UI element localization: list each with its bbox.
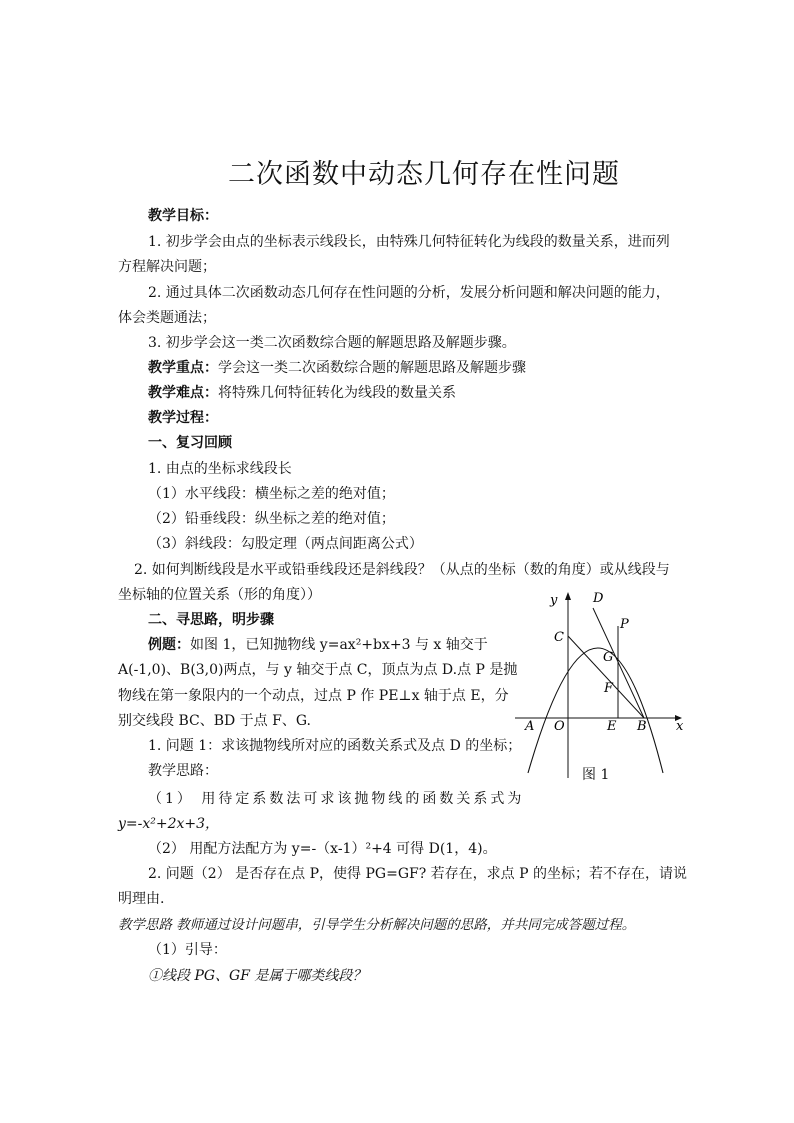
difficult-point-text: 将特殊几何特征转化为线段的数量关系 bbox=[218, 385, 456, 401]
question-1: 1. 问题 1：求该抛物线所对应的函数关系式及点 D 的坐标； bbox=[148, 738, 522, 754]
review-item-1b: （2）铅垂线段：纵坐标之差的绝对值； bbox=[148, 511, 395, 527]
segment-bc bbox=[568, 636, 644, 718]
idea-2: 教学思路 教师通过设计问题串，引导学生分析解决问题的思路，并共同完成答题过程。 bbox=[118, 917, 636, 933]
review-item-2-line-b: 坐标轴的位置关系（形的角度）） bbox=[118, 587, 321, 603]
solution-1-line-a: （1） 用待定系数法可求该抛物线的函数关系式为 bbox=[148, 791, 525, 807]
solution-1-line-b: y=-x²+2x+3， bbox=[118, 816, 220, 832]
goal-heading: 教学目标： bbox=[148, 208, 218, 224]
label-g: G bbox=[603, 650, 614, 665]
goal-1-line-b: 方程解决问题； bbox=[118, 259, 216, 275]
goal-2-line-b: 体会类题通法； bbox=[118, 310, 216, 326]
label-o: O bbox=[554, 719, 565, 734]
process-heading: 教学过程： bbox=[148, 410, 218, 426]
example-line-4: 别交线段 BC、BD 于点 F、G. bbox=[118, 713, 311, 729]
key-point-label: 教学重点： bbox=[148, 360, 218, 376]
label-x: x bbox=[676, 719, 684, 734]
label-a: A bbox=[525, 719, 535, 734]
label-y: y bbox=[550, 593, 558, 608]
guide-item-1: ①线段 PG、GF 是属于哪类线段？ bbox=[148, 968, 367, 984]
find-heading: 二、寻思路，明步骤 bbox=[148, 612, 274, 628]
question-2-line-a: 2. 问题（2） 是否存在点 P，使得 PG=GF? 若存在，求点 P 的坐标；若不存在，请说 bbox=[148, 866, 687, 882]
question-2-line-b: 明理由. bbox=[118, 891, 165, 907]
example-line-3: 物线在第一象限内的一个动点，过点 P 作 PE⊥x 轴于点 E，分 bbox=[118, 688, 509, 704]
label-b: B bbox=[637, 719, 647, 734]
y-axis-arrow-icon bbox=[565, 592, 571, 600]
review-item-2-line-a: 2. 如何判断线段是水平或铅垂线段还是斜线段？（从点的坐标（数的角度）或从线段与 bbox=[134, 562, 670, 578]
label-d: D bbox=[593, 591, 604, 606]
review-item-1: 1. 由点的坐标求线段长 bbox=[148, 461, 292, 477]
key-point bbox=[148, 359, 526, 377]
example-label: 例题： bbox=[148, 637, 190, 653]
goal-2-line-a: 2. 通过具体二次函数动态几何存在性问题的分析，发展分析问题和解决问题的能力， bbox=[148, 285, 670, 301]
example-text-1: 如图 1，已知抛物线 y=ax²+bx+3 与 x 轴交于 bbox=[190, 637, 488, 653]
review-item-1a: （1）水平线段：横坐标之差的绝对值； bbox=[148, 486, 395, 502]
parabola-curve bbox=[528, 648, 663, 773]
key-point-text: 学会这一类二次函数综合题的解题思路及解题步骤 bbox=[218, 360, 526, 376]
goal-1-line-a: 1. 初步学会由点的坐标表示线段长，由特殊几何特征转化为线段的数量关系，进而列 bbox=[148, 234, 670, 250]
example-line-2: A(-1,0)、B(3,0)两点，与 y 轴交于点 C，顶点为点 D.点 P 是抛 bbox=[118, 662, 518, 678]
label-p: P bbox=[620, 617, 629, 632]
example-line-1 bbox=[148, 636, 488, 654]
guide-heading: （1）引导： bbox=[148, 942, 227, 958]
label-e: E bbox=[607, 719, 617, 734]
label-f: F bbox=[604, 681, 614, 696]
solution-2: （2） 用配方法配方为 y=-（x-1）²+4 可得 D(1，4)。 bbox=[148, 841, 497, 857]
goal-3: 3. 初步学会这一类二次函数综合题的解题思路及解题步骤。 bbox=[148, 335, 516, 351]
review-item-1c: （3）斜线段：勾股定理（两点间距离公式） bbox=[148, 536, 423, 552]
page-title: 二次函数中动态几何存在性问题 bbox=[228, 159, 620, 190]
difficult-point bbox=[148, 384, 456, 402]
label-c: C bbox=[554, 630, 564, 645]
figure-caption: 图 1 bbox=[582, 767, 610, 783]
difficult-point-label: 教学难点： bbox=[148, 385, 218, 401]
parabola-figure bbox=[510, 588, 690, 783]
review-heading: 一、复习回顾 bbox=[148, 435, 232, 451]
idea-1-heading: 教学思路： bbox=[148, 763, 218, 779]
